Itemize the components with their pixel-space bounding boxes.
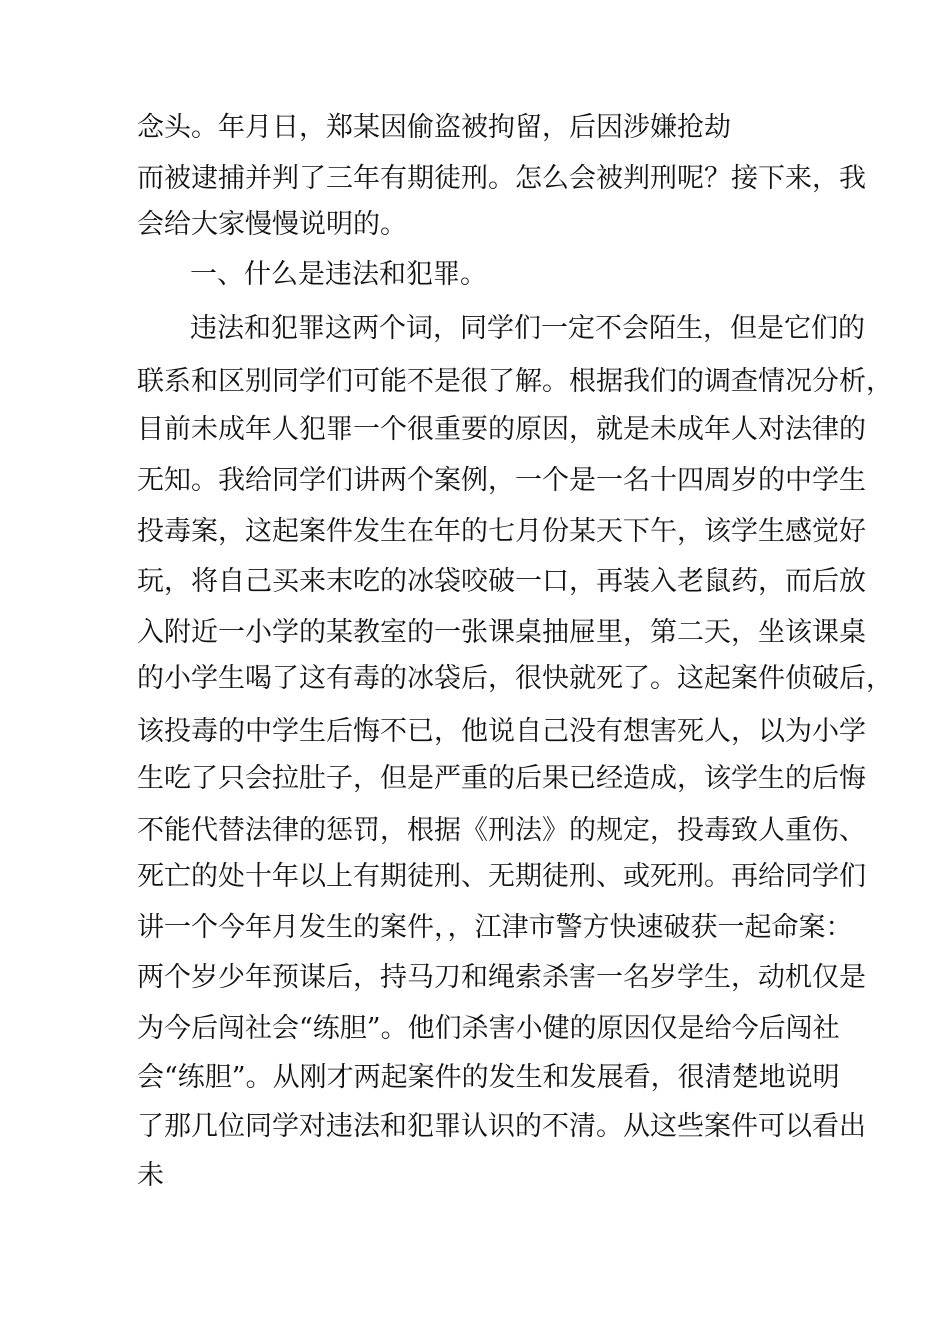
text-line: 讲一个今年月发生的案件，，江津市警方快速破获一起命案： (137, 912, 853, 943)
text-line: 目前未成年人犯罪一个很重要的原因，就是未成年人对法律的 (137, 414, 866, 445)
text-line: 而被逮捕并判了三年有期徒刑。怎么会被判刑呢？接下来，我 (137, 163, 866, 194)
text-line: 该投毒的中学生后悔不已，他说自己没有想害死人，以为小学 (137, 716, 866, 747)
text-line: 无知。我给同学们讲两个案例，一个是一名十四周岁的中学生 (137, 465, 866, 496)
paragraph-first-line: 违法和犯罪这两个词，同学们一定不会陌生，但是它们的 (190, 313, 865, 344)
section-heading: 一、什么是违法和犯罪。 (190, 259, 487, 290)
text-line: 两个岁少年预谋后，持马刀和绳索杀害一名岁学生，动机仅是 (137, 962, 866, 993)
text-line: 未 (137, 1160, 164, 1191)
text-line: 的小学生喝了这有毒的冰袋后，很快就死了。这起案件侦破后， (137, 663, 893, 694)
text-line: 念头。年月日，郑某因偷盗被拘留，后因涉嫌抢劫 (137, 112, 731, 143)
text-line: 联系和区别同学们可能不是很了解。根据我们的调查情况分析， (137, 366, 893, 397)
text-line: 入附近一小学的某教室的一张课桌抽屉里，第二天，坐该课桌 (137, 617, 866, 648)
text-line: 为今后闯社会“练胆”。他们杀害小健的原因仅是给今后闯社 (137, 1013, 840, 1044)
text-line: 了那几位同学对违法和犯罪认识的不清。从这些案件可以看出 (137, 1111, 866, 1142)
text-line: 不能代替法律的惩罚，根据《刑法》的规定，投毒致人重伤、 (137, 815, 866, 846)
text-line: 会“练胆”。从刚才两起案件的发生和发展看，很清楚地说明 (137, 1062, 840, 1093)
text-line: 会给大家慢慢说明的。 (137, 209, 407, 240)
text-line: 生吃了只会拉肚子，但是严重的后果已经造成，该学生的后悔 (137, 763, 866, 794)
text-line: 投毒案，这起案件发生在年的七月份某天下午，该学生感觉好 (137, 516, 866, 547)
text-line: 死亡的处十年以上有期徒刑、无期徒刑、或死刑。再给同学们 (137, 861, 866, 892)
text-line: 玩，将自己买来末吃的冰袋咬破一口，再装入老鼠药，而后放 (137, 566, 866, 597)
